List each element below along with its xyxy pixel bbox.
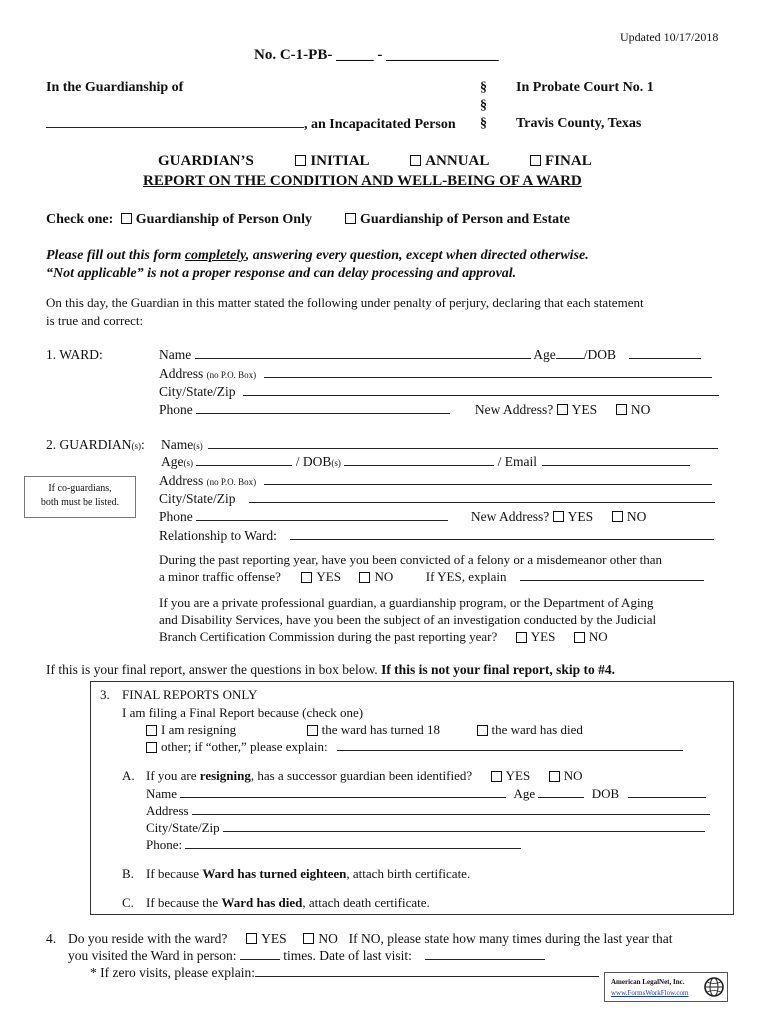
ward-city-field[interactable] <box>243 384 719 396</box>
felony-yes-label: YES <box>316 569 341 584</box>
final-c-text-c: , attach death certificate. <box>302 895 430 910</box>
check-one-label: Check one: <box>46 212 114 227</box>
felony-question-end: a minor traffic offense? <box>159 569 281 584</box>
ward-address-row <box>159 366 712 382</box>
statement-line-2: is true and correct: <box>46 313 144 328</box>
ward-new-address-label: New Address? <box>474 402 554 417</box>
professional-question-end: Branch Certification Commission during the past reporting year? <box>159 629 498 644</box>
guardian-no-po-note: (no P.O. Box) <box>206 477 257 487</box>
guardian-name-field[interactable] <box>208 437 718 449</box>
incapacitated-label: , an Incapacitated Person <box>304 117 456 132</box>
guardian-s: (s) <box>131 441 141 451</box>
person-only-label: Guardianship of Person Only <box>135 212 312 227</box>
ward-yes-label: YES <box>571 402 598 417</box>
successor-name-field[interactable] <box>180 786 506 798</box>
ward-name-label: Name <box>159 347 192 362</box>
successor-age-field[interactable] <box>538 786 584 798</box>
guardian-relationship-field[interactable] <box>290 528 714 540</box>
ward-age-field[interactable] <box>556 347 584 359</box>
resigning-label: I am resigning <box>161 722 237 737</box>
successor-text-b: , has a successor guardian been identified? <box>250 768 473 783</box>
successor-dob-field[interactable] <box>628 786 706 798</box>
successor-no-label: NO <box>563 768 583 783</box>
final-b-text-c: , attach birth certificate. <box>346 866 471 881</box>
final-c-bold: Ward has died <box>221 895 303 910</box>
guardian-age-s: (s) <box>183 458 193 468</box>
q4-line-3 <box>90 965 599 981</box>
section-sign-1: § <box>480 80 487 95</box>
instructions-line-2: “Not applicable” is not a proper response and can delay processing and approval. <box>46 266 517 281</box>
person-estate-label: Guardianship of Person and Estate <box>359 212 571 227</box>
guardian-new-address-label: New Address? <box>470 509 550 524</box>
ward-died-label: the ward has died <box>491 722 583 737</box>
ward-dob-field[interactable] <box>629 347 701 359</box>
professional-no-checkbox[interactable] <box>574 632 585 643</box>
final-c-text-a: If because the <box>146 895 222 910</box>
ward-no-po-note: (no P.O. Box) <box>206 370 257 380</box>
ward-address-field[interactable] <box>264 366 712 378</box>
court-label: In Probate Court No. 1 <box>516 80 654 95</box>
reside-no-label: NO <box>318 931 338 946</box>
guardian-address-field[interactable] <box>264 473 712 485</box>
q4-visits-label: you visited the Ward in person: <box>68 948 237 963</box>
successor-city-row <box>146 820 705 836</box>
successor-address-row <box>146 803 710 819</box>
guardian-dob-s: (s) <box>331 458 341 468</box>
q4-last-visit-label: times. Date of last visit: <box>283 948 412 963</box>
successor-yes-checkbox[interactable] <box>491 771 502 782</box>
report-type-row <box>158 153 592 170</box>
visit-count-field[interactable] <box>240 948 280 960</box>
reside-yes-label: YES <box>261 931 287 946</box>
final-label: FINAL <box>545 153 592 169</box>
footer-logo-box <box>604 972 728 1002</box>
guardian-phone-row <box>159 509 646 525</box>
successor-address-label: Address <box>146 803 189 818</box>
guardian-dob-label: / DOB <box>295 454 332 469</box>
felony-line-2 <box>159 569 704 585</box>
guardian-relationship-label: Relationship to Ward: <box>159 528 277 543</box>
case-number: No. C-1-PB- _____ - _______________ <box>254 47 499 63</box>
annual-label: ANNUAL <box>425 153 489 169</box>
successor-phone-label: Phone: <box>146 837 183 852</box>
resigning-checkbox[interactable] <box>146 725 157 736</box>
initial-checkbox[interactable] <box>295 155 306 166</box>
final-b-text-a: If because <box>146 866 203 881</box>
final-other-row <box>146 739 683 755</box>
guardian-age-label: Age <box>161 454 184 469</box>
successor-age-label: Age <box>513 786 536 801</box>
final-c-text <box>146 895 430 911</box>
other-label: other; if “other,” please explain: <box>161 739 328 754</box>
updated-date: Updated 10/17/2018 <box>620 30 719 44</box>
initial-label: INITIAL <box>310 153 369 169</box>
successor-dob-label: DOB <box>591 786 620 801</box>
instructions-completely: completely <box>184 248 246 263</box>
successor-address-field[interactable] <box>192 803 710 815</box>
final-intro-text: If this is your final report, answer the questions in box below. <box>46 662 382 677</box>
guardian-relationship-row <box>159 528 714 544</box>
guardian-phone-label: Phone <box>159 509 193 524</box>
felony-no-label: NO <box>374 569 394 584</box>
q4-question: Do you reside with the ward? <box>68 931 228 946</box>
instructions-text-c: , answering every question, except when directed otherwise. <box>245 248 589 263</box>
reside-yes-checkbox[interactable] <box>246 933 257 944</box>
guardian-dob-field[interactable] <box>344 454 494 466</box>
felony-explain-label: If YES, explain <box>425 569 507 584</box>
footer-url[interactable]: www.FormsWorkFlow.com <box>611 989 689 997</box>
turned-18-checkbox[interactable] <box>307 725 318 736</box>
professional-no-label: NO <box>588 629 608 644</box>
guardianship-of-label: In the Guardianship of <box>46 80 184 95</box>
final-box-filing: I am filing a Final Report because (check one) <box>122 705 364 720</box>
annual-checkbox[interactable] <box>410 155 421 166</box>
final-c-label: C. <box>122 895 134 910</box>
successor-resigning: resigning <box>199 768 251 783</box>
ward-phone-field[interactable] <box>196 402 450 414</box>
q4-zero-visits-label: * If zero visits, please explain: <box>90 965 255 980</box>
professional-yes-label: YES <box>530 629 556 644</box>
ward-new-address-yes-checkbox[interactable] <box>557 404 568 415</box>
ward-name-blank[interactable] <box>46 116 304 128</box>
final-intro <box>46 662 615 678</box>
ward-dob-label: /DOB <box>583 347 617 362</box>
guardian-city-label: City/State/Zip <box>159 491 236 506</box>
final-box-num: 3. <box>100 687 110 702</box>
guardian-section-label <box>46 437 145 453</box>
guardians-label: GUARDIAN’S <box>158 153 254 169</box>
final-intro-skip: If this is not your final report, skip to #4. <box>381 662 615 677</box>
turned-18-label: the ward has turned 18 <box>321 722 441 737</box>
report-subtitle: REPORT ON THE CONDITION AND WELL-BEING OF A WARD <box>143 173 582 189</box>
q4-line-2 <box>68 948 545 964</box>
q4-if-no: If NO, please state how many times during the last year that <box>348 931 673 946</box>
guardian-colon: : <box>141 437 145 452</box>
successor-question <box>146 768 582 784</box>
other-checkbox[interactable] <box>146 742 157 753</box>
guardian-email-label: / Email <box>497 454 538 469</box>
successor-yes-label: YES <box>505 768 531 783</box>
final-checkbox[interactable] <box>530 155 541 166</box>
successor-phone-row <box>146 837 521 853</box>
ward-section-label: 1. WARD: <box>46 347 103 362</box>
incapacitated-person-line <box>46 116 456 133</box>
section-sign-3: § <box>480 116 487 131</box>
guardian-num: 2. GUARDIAN <box>46 437 132 452</box>
final-box-heading: FINAL REPORTS ONLY <box>122 687 258 702</box>
cogardian-note-line-2: both must be listed. <box>40 497 120 508</box>
guardian-address-row <box>159 473 712 489</box>
professional-line-3 <box>159 629 608 645</box>
successor-text-a: If you are <box>146 768 200 783</box>
reside-no-checkbox[interactable] <box>303 933 314 944</box>
person-estate-checkbox[interactable] <box>345 213 356 224</box>
q4-num: 4. <box>46 931 57 946</box>
instructions-line-1 <box>46 248 589 264</box>
section-sign-2: § <box>480 98 487 113</box>
guardian-name-row <box>161 437 718 453</box>
guardian-age-row <box>161 454 690 470</box>
guardian-city-field[interactable] <box>249 491 715 503</box>
guardian-name-label: Name <box>161 437 194 452</box>
successor-no-checkbox[interactable] <box>549 771 560 782</box>
guardian-city-row <box>159 491 715 507</box>
other-explain-field[interactable] <box>337 739 683 751</box>
statement-line-1: On this day, the Guardian in this matter stated the following under penalty of perjury, declaring that each statement <box>46 295 644 310</box>
check-one-row <box>46 212 570 228</box>
ward-name-row <box>159 347 701 363</box>
successor-city-label: City/State/Zip <box>146 820 220 835</box>
final-b-label: B. <box>122 866 134 881</box>
guardian-age-field[interactable] <box>196 454 292 466</box>
county-label: Travis County, Texas <box>516 116 642 131</box>
ward-phone-row <box>159 402 650 418</box>
felony-line-1: During the past reporting year, have you been convicted of a felony or a misdemeanor other than <box>159 552 663 567</box>
guardian-yes-label: YES <box>567 509 594 524</box>
guardian-new-address-yes-checkbox[interactable] <box>553 511 564 522</box>
final-reason-row <box>146 722 583 738</box>
guardian-address-label: Address <box>159 473 204 488</box>
guardian-email-field[interactable] <box>542 454 690 466</box>
successor-city-field[interactable] <box>223 820 705 832</box>
professional-yes-checkbox[interactable] <box>516 632 527 643</box>
cogardian-note <box>24 476 136 518</box>
globe-icon <box>703 976 725 998</box>
ward-age-label: Age <box>533 347 556 362</box>
person-only-checkbox[interactable] <box>121 213 132 224</box>
footer-company: American LegalNet, Inc. <box>611 978 685 986</box>
successor-name-row <box>146 786 706 802</box>
professional-line-2: and Disability Services, have you been the subject of an investigation conducted by the Judicial <box>159 612 657 627</box>
ward-phone-label: Phone <box>159 402 193 417</box>
professional-line-1: If you are a private professional guardian, a guardianship program, or the Department of Aging <box>159 595 654 610</box>
last-visit-date-field[interactable] <box>425 948 545 960</box>
ward-city-row <box>159 384 719 400</box>
successor-name-label: Name <box>146 786 178 801</box>
guardian-new-address-no-checkbox[interactable] <box>612 511 623 522</box>
felony-explain-field[interactable] <box>520 569 704 581</box>
final-a-label: A. <box>122 768 135 783</box>
zero-visits-explain-field[interactable] <box>255 965 599 977</box>
ward-address-label: Address <box>159 366 204 381</box>
ward-died-checkbox[interactable] <box>477 725 488 736</box>
guardian-phone-field[interactable] <box>196 509 448 521</box>
ward-new-address-no-checkbox[interactable] <box>616 404 627 415</box>
instructions-text-a: Please fill out this form <box>46 248 185 263</box>
felony-no-checkbox[interactable] <box>359 572 370 583</box>
cogardian-note-line-1: If co-guardians, <box>48 483 112 494</box>
felony-yes-checkbox[interactable] <box>301 572 312 583</box>
final-b-text <box>146 866 470 882</box>
guardian-no-label: NO <box>626 509 647 524</box>
successor-phone-field[interactable] <box>185 837 521 849</box>
guardian-name-s: (s) <box>193 441 203 451</box>
final-b-bold: Ward has turned eighteen <box>202 866 347 881</box>
ward-no-label: NO <box>630 402 651 417</box>
ward-city-label: City/State/Zip <box>159 384 236 399</box>
ward-name-field[interactable] <box>195 347 531 359</box>
q4-line-1 <box>68 931 673 947</box>
